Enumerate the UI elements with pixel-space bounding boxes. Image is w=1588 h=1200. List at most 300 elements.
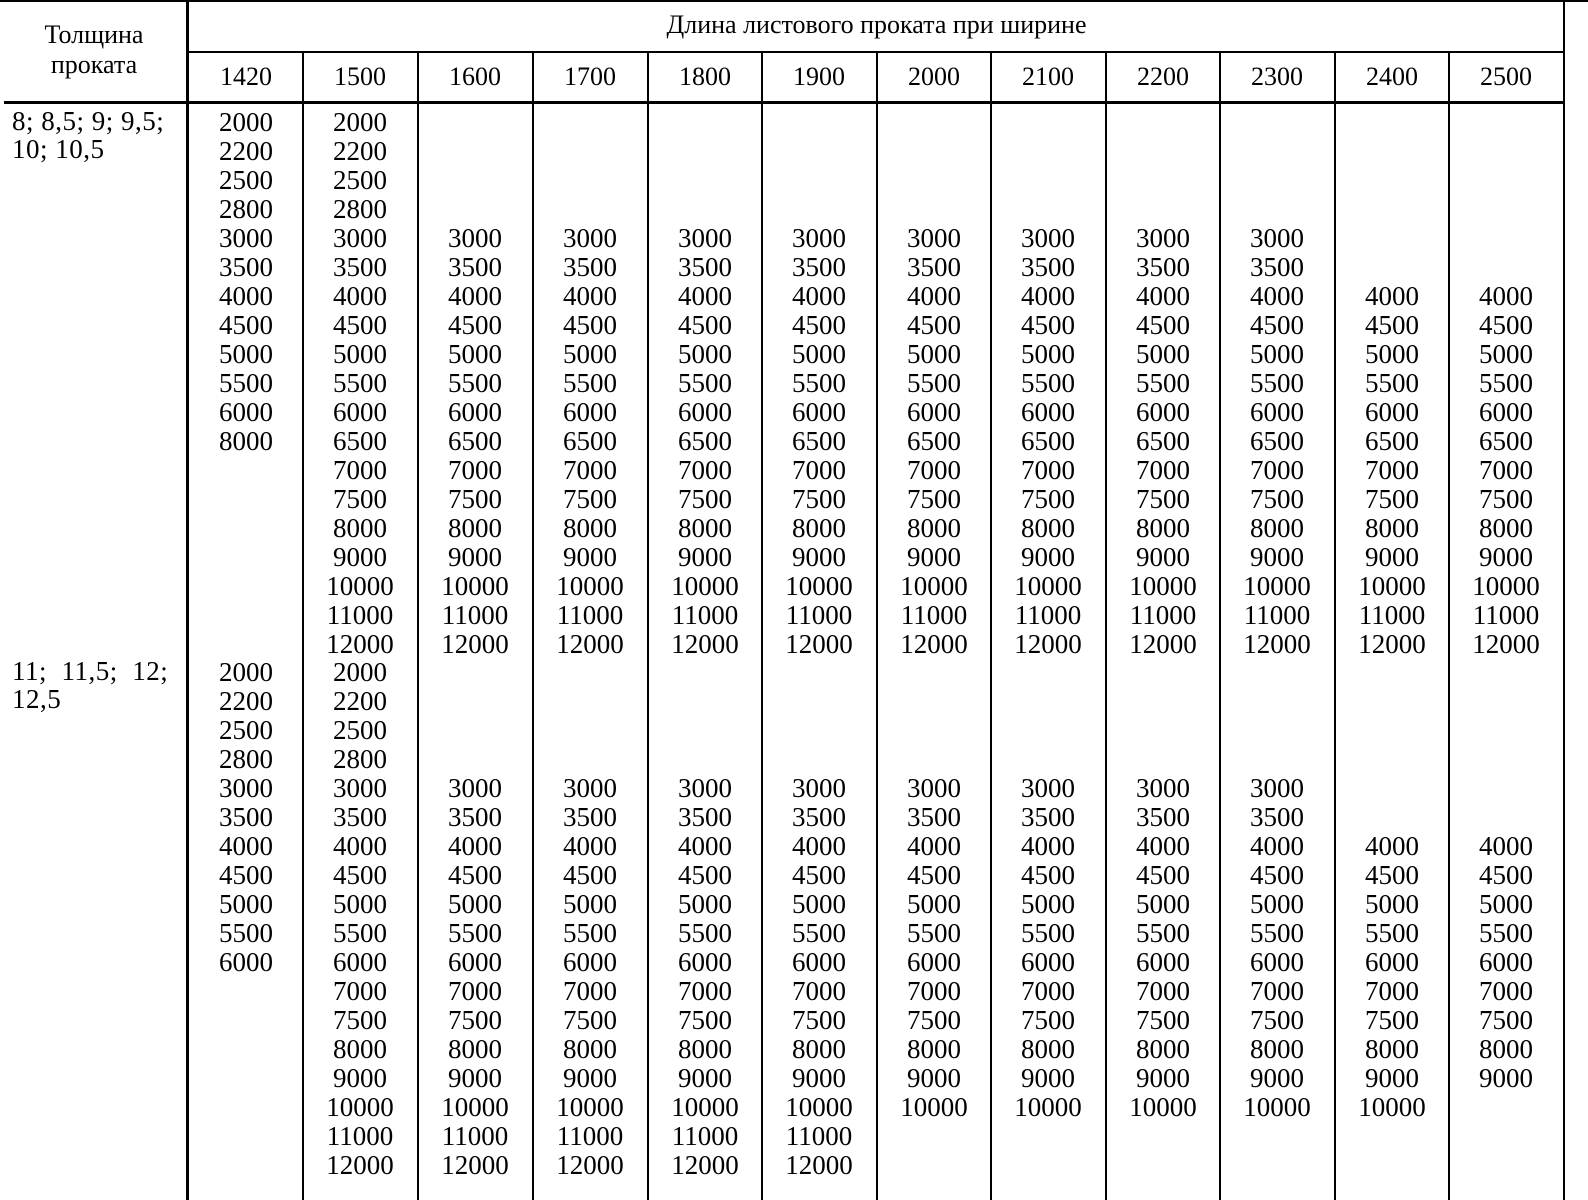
length-cell: 3500 (563, 802, 617, 832)
length-cell: 5500 (792, 368, 846, 398)
length-cell: 12000 (326, 1150, 394, 1180)
length-cell: 6500 (1250, 426, 1304, 456)
length-cell: 4500 (792, 860, 846, 890)
length-cell: 6500 (563, 426, 617, 456)
length-cell: 8000 (792, 513, 846, 543)
length-cell: 9000 (1136, 542, 1190, 572)
length-cell: 7000 (448, 455, 502, 485)
length-cell: 7000 (678, 455, 732, 485)
length-cell: 2500 (219, 715, 273, 745)
width-header-2000: 2000 (908, 62, 960, 91)
length-cell: 7000 (792, 455, 846, 485)
length-cell: 2800 (333, 744, 387, 774)
length-cell: 8000 (1021, 1034, 1075, 1064)
length-cell: 7500 (563, 484, 617, 514)
length-cell: 3500 (1136, 252, 1190, 282)
length-cell: 8000 (448, 1034, 502, 1064)
length-cell: 4000 (333, 281, 387, 311)
length-cell: 3000 (1136, 223, 1190, 253)
thickness-header-line-1: Толщина (44, 20, 144, 49)
length-cell: 10000 (1129, 1092, 1197, 1122)
length-cell: 5000 (219, 889, 273, 919)
length-cell: 10000 (671, 1092, 739, 1122)
length-cell: 4000 (1136, 831, 1190, 861)
length-cell: 12000 (1014, 629, 1082, 659)
length-cell: 4500 (448, 860, 502, 890)
length-cell: 3500 (1021, 252, 1075, 282)
length-cell: 5500 (1365, 368, 1419, 398)
length-cell: 3000 (907, 773, 961, 803)
length-cell: 4500 (219, 310, 273, 340)
length-cell: 9000 (907, 1063, 961, 1093)
header-bottom-border (4, 101, 1564, 104)
length-cell: 7500 (678, 484, 732, 514)
length-cell: 5000 (563, 339, 617, 369)
length-cell: 4500 (678, 310, 732, 340)
length-cell: 5000 (448, 339, 502, 369)
length-cell: 3000 (563, 773, 617, 803)
length-cell: 4000 (792, 831, 846, 861)
length-cell: 11000 (441, 1121, 509, 1151)
length-cell: 6500 (1479, 426, 1533, 456)
length-cell: 8000 (1365, 1034, 1419, 1064)
length-cell: 7000 (907, 455, 961, 485)
width-header-1800: 1800 (679, 62, 731, 91)
length-cell: 12000 (441, 1150, 509, 1180)
length-cell: 4000 (1365, 281, 1419, 311)
length-cell: 12000 (785, 629, 853, 659)
length-cell: 3500 (1250, 802, 1304, 832)
length-cell: 9000 (448, 1063, 502, 1093)
length-cell: 12000 (671, 1150, 739, 1180)
length-cell: 6000 (333, 397, 387, 427)
length-cell: 8000 (1250, 513, 1304, 543)
length-cell: 12000 (326, 629, 394, 659)
length-cell: 7000 (1021, 455, 1075, 485)
length-cell: 6000 (219, 397, 273, 427)
length-cell: 10000 (441, 571, 509, 601)
thickness-header (0, 20, 188, 80)
length-cell: 9000 (792, 542, 846, 572)
length-cell: 5000 (563, 889, 617, 919)
length-cell: 12000 (1472, 629, 1540, 659)
length-cell: 6000 (1021, 397, 1075, 427)
length-cell: 5000 (1021, 339, 1075, 369)
length-cell: 9000 (1365, 542, 1419, 572)
length-cell: 7500 (448, 1005, 502, 1035)
width-header-2500: 2500 (1480, 62, 1532, 91)
length-cell: 8000 (1365, 513, 1419, 543)
length-cell: 2000 (219, 657, 273, 687)
length-cell: 5000 (333, 889, 387, 919)
length-cell: 6500 (448, 426, 502, 456)
length-cell: 9000 (563, 1063, 617, 1093)
length-cell: 11000 (441, 600, 509, 630)
length-cell: 11000 (1472, 600, 1540, 630)
length-cell: 2200 (219, 686, 273, 716)
length-cell: 4500 (563, 310, 617, 340)
length-cell: 5500 (907, 918, 961, 948)
length-cell: 3000 (333, 773, 387, 803)
length-cell: 5500 (1136, 918, 1190, 948)
thickness-header-line-2: проката (50, 50, 138, 79)
length-cell: 8000 (563, 1034, 617, 1064)
length-cell: 7000 (1250, 976, 1304, 1006)
length-cell: 4000 (333, 831, 387, 861)
length-cell: 8000 (333, 513, 387, 543)
length-cell: 5000 (448, 889, 502, 919)
length-cell: 4500 (1250, 860, 1304, 890)
length-cell: 5500 (1021, 918, 1075, 948)
length-cell: 5500 (563, 918, 617, 948)
length-cell: 4500 (219, 860, 273, 890)
length-cell: 9000 (333, 1063, 387, 1093)
length-cell: 4500 (1365, 310, 1419, 340)
length-cell: 3500 (563, 252, 617, 282)
length-cell: 5000 (333, 339, 387, 369)
length-cell: 2800 (219, 194, 273, 224)
length-cell: 11000 (1129, 600, 1197, 630)
length-cell: 6000 (563, 397, 617, 427)
length-cell: 3500 (333, 252, 387, 282)
length-cell: 3000 (907, 223, 961, 253)
length-cell: 6500 (792, 426, 846, 456)
length-cell: 5000 (907, 889, 961, 919)
length-cell: 5000 (678, 339, 732, 369)
length-cell: 4500 (907, 310, 961, 340)
length-cell: 12000 (441, 629, 509, 659)
length-cell: 5000 (907, 339, 961, 369)
length-cell: 8000 (1136, 513, 1190, 543)
length-cell: 7000 (563, 455, 617, 485)
length-cell: 5500 (1250, 918, 1304, 948)
length-cell: 7500 (792, 484, 846, 514)
length-cell: 7000 (1479, 455, 1533, 485)
table-top-border (0, 0, 1588, 2)
length-cell: 11000 (671, 1121, 739, 1151)
thickness-label (12, 657, 188, 713)
length-cell: 11000 (785, 1121, 853, 1151)
length-cell: 12000 (1243, 629, 1311, 659)
length-cell: 12000 (556, 629, 624, 659)
length-cell: 9000 (1479, 542, 1533, 572)
length-cell: 7500 (563, 1005, 617, 1035)
length-cell: 8000 (792, 1034, 846, 1064)
length-cell: 7000 (1021, 976, 1075, 1006)
length-cell: 4500 (1021, 310, 1075, 340)
length-cell: 5000 (1136, 889, 1190, 919)
length-cell: 4500 (1136, 310, 1190, 340)
length-cell: 3000 (1250, 773, 1304, 803)
length-cell: 9000 (563, 542, 617, 572)
length-cell: 4000 (1250, 831, 1304, 861)
column-border (1563, 0, 1565, 1200)
thickness-label-line: 8; 8,5; 9; 9,5; (12, 106, 165, 136)
length-cell: 6000 (1365, 397, 1419, 427)
length-cell: 6500 (1021, 426, 1075, 456)
length-cell: 12000 (1129, 629, 1197, 659)
length-cell: 5500 (1136, 368, 1190, 398)
length-cell: 4000 (907, 281, 961, 311)
length-cell: 7000 (678, 976, 732, 1006)
length-cell: 10000 (900, 571, 968, 601)
length-cell: 3500 (219, 802, 273, 832)
length-cell: 8000 (678, 1034, 732, 1064)
length-cell: 3000 (1250, 223, 1304, 253)
length-cell: 3000 (1021, 223, 1075, 253)
length-cell: 8000 (563, 513, 617, 543)
length-cell: 4500 (678, 860, 732, 890)
length-cell: 8000 (678, 513, 732, 543)
length-cell: 7000 (1365, 455, 1419, 485)
length-cell: 2200 (219, 136, 273, 166)
length-cell: 3500 (448, 252, 502, 282)
length-cell: 4000 (907, 831, 961, 861)
length-cell: 11000 (671, 600, 739, 630)
length-cell: 4500 (448, 310, 502, 340)
length-cell: 6000 (792, 397, 846, 427)
length-cell: 3500 (219, 252, 273, 282)
length-cell: 7500 (792, 1005, 846, 1035)
length-cell: 9000 (333, 542, 387, 572)
length-cell: 5000 (1479, 339, 1533, 369)
length-cell: 12000 (1358, 629, 1426, 659)
length-cell: 10000 (1014, 1092, 1082, 1122)
length-cell: 7500 (333, 1005, 387, 1035)
length-cell: 8000 (907, 1034, 961, 1064)
width-header-1500: 1500 (334, 62, 386, 91)
length-cell: 5000 (1250, 889, 1304, 919)
length-cell: 8000 (1136, 1034, 1190, 1064)
length-cell: 3000 (1136, 773, 1190, 803)
length-cell: 7500 (1250, 1005, 1304, 1035)
length-cell: 5500 (907, 368, 961, 398)
thickness-label (12, 107, 188, 163)
length-cell: 7500 (907, 484, 961, 514)
length-cell: 5500 (219, 918, 273, 948)
length-cell: 3000 (219, 773, 273, 803)
thickness-label-line: 10; 10,5 (12, 134, 105, 164)
length-cell: 8000 (1479, 1034, 1533, 1064)
length-cell: 7000 (792, 976, 846, 1006)
length-cell: 4500 (333, 310, 387, 340)
length-cell: 11000 (326, 1121, 394, 1151)
length-cell: 6500 (1136, 426, 1190, 456)
length-cell: 3500 (678, 252, 732, 282)
length-cell: 3000 (1021, 773, 1075, 803)
length-header: Длина листового проката при ширине (666, 10, 1087, 39)
length-cell: 3500 (333, 802, 387, 832)
length-cell: 9000 (1250, 542, 1304, 572)
length-cell: 5500 (1250, 368, 1304, 398)
length-cell: 10000 (671, 571, 739, 601)
length-cell: 5500 (219, 368, 273, 398)
length-cell: 4500 (1250, 310, 1304, 340)
length-cell: 9000 (1250, 1063, 1304, 1093)
length-cell: 10000 (556, 1092, 624, 1122)
length-cell: 8000 (448, 513, 502, 543)
length-cell: 4000 (1365, 831, 1419, 861)
length-cell: 4000 (1021, 831, 1075, 861)
length-cell: 4000 (1136, 281, 1190, 311)
length-cell: 3000 (678, 773, 732, 803)
length-cell: 2500 (333, 715, 387, 745)
length-cell: 6500 (907, 426, 961, 456)
length-cell: 6000 (1021, 947, 1075, 977)
length-cell: 7000 (333, 455, 387, 485)
length-cell: 5000 (1365, 339, 1419, 369)
length-cell: 5500 (448, 918, 502, 948)
length-cell: 3500 (792, 802, 846, 832)
length-cell: 5000 (678, 889, 732, 919)
length-cell: 11000 (900, 600, 968, 630)
length-cell: 7000 (1136, 455, 1190, 485)
length-cell: 4500 (907, 860, 961, 890)
length-cell: 4000 (448, 831, 502, 861)
width-header-1420: 1420 (220, 62, 272, 91)
length-cell: 8000 (1479, 513, 1533, 543)
thickness-label-line: 12,5 (12, 684, 62, 714)
width-header-2100: 2100 (1022, 62, 1074, 91)
length-cell: 4500 (1365, 860, 1419, 890)
length-cell: 4000 (219, 831, 273, 861)
length-cell: 2800 (333, 194, 387, 224)
length-cell: 6000 (1479, 397, 1533, 427)
length-cell: 11000 (556, 600, 624, 630)
length-cell: 7000 (1365, 976, 1419, 1006)
length-cell: 3000 (792, 773, 846, 803)
length-cell: 5000 (1021, 889, 1075, 919)
length-cell: 5500 (678, 918, 732, 948)
width-header-1900: 1900 (793, 62, 845, 91)
length-cell: 8000 (1250, 1034, 1304, 1064)
length-cell: 9000 (907, 542, 961, 572)
length-cell: 5500 (792, 918, 846, 948)
length-cell: 6500 (1365, 426, 1419, 456)
length-cell: 4000 (563, 831, 617, 861)
length-cell: 3500 (792, 252, 846, 282)
length-cell: 10000 (1129, 571, 1197, 601)
length-cell: 10000 (1243, 1092, 1311, 1122)
length-cell: 10000 (556, 571, 624, 601)
length-cell: 9000 (1136, 1063, 1190, 1093)
length-cell: 4500 (1479, 860, 1533, 890)
length-cell: 4500 (792, 310, 846, 340)
length-cell: 4000 (678, 281, 732, 311)
length-cell: 9000 (448, 542, 502, 572)
length-cell: 7000 (1136, 976, 1190, 1006)
length-cell: 2000 (219, 107, 273, 137)
length-cell: 6500 (333, 426, 387, 456)
length-cell: 10000 (1358, 571, 1426, 601)
length-cell: 12000 (900, 629, 968, 659)
length-cell: 10000 (326, 1092, 394, 1122)
length-cell: 10000 (441, 1092, 509, 1122)
length-cell: 5500 (678, 368, 732, 398)
length-cell: 2000 (333, 107, 387, 137)
length-cell: 4000 (563, 281, 617, 311)
length-cell: 3000 (448, 773, 502, 803)
length-cell: 9000 (1021, 1063, 1075, 1093)
length-cell: 7500 (1365, 1005, 1419, 1035)
length-cell: 5000 (1136, 339, 1190, 369)
length-cell: 7500 (1479, 1005, 1533, 1035)
length-cell: 10000 (1358, 1092, 1426, 1122)
length-cell: 5000 (1250, 339, 1304, 369)
length-cell: 5500 (333, 918, 387, 948)
length-cell: 5500 (333, 368, 387, 398)
length-cell: 10000 (1472, 571, 1540, 601)
length-cell: 5500 (563, 368, 617, 398)
width-header-1600: 1600 (449, 62, 501, 91)
length-cell: 5000 (219, 339, 273, 369)
length-cell: 12000 (671, 629, 739, 659)
thickness-label-line: 11; 11,5; 12; (12, 656, 169, 686)
width-header-2300: 2300 (1251, 62, 1303, 91)
length-cell: 5000 (792, 339, 846, 369)
length-cell: 4000 (1479, 281, 1533, 311)
length-cell: 7500 (333, 484, 387, 514)
length-cell: 7000 (448, 976, 502, 1006)
length-cell: 6000 (1136, 397, 1190, 427)
length-cell: 4500 (1479, 310, 1533, 340)
length-cell: 6000 (907, 397, 961, 427)
length-cell: 3000 (678, 223, 732, 253)
length-cell: 10000 (1014, 571, 1082, 601)
length-cell: 12000 (556, 1150, 624, 1180)
length-cell: 10000 (900, 1092, 968, 1122)
length-cell: 4000 (1021, 281, 1075, 311)
length-cell: 4500 (563, 860, 617, 890)
length-cell: 5500 (1479, 918, 1533, 948)
length-cell: 7000 (1250, 455, 1304, 485)
length-cell: 7500 (1479, 484, 1533, 514)
length-cell: 5000 (792, 889, 846, 919)
length-cell: 7500 (1250, 484, 1304, 514)
length-cell: 6000 (1250, 947, 1304, 977)
length-cell: 6000 (448, 947, 502, 977)
width-header-1700: 1700 (564, 62, 616, 91)
length-cell: 7000 (333, 976, 387, 1006)
length-cell: 4500 (1136, 860, 1190, 890)
length-cell: 4500 (1021, 860, 1075, 890)
length-cell: 7500 (1021, 484, 1075, 514)
length-cell: 6000 (333, 947, 387, 977)
length-cell: 5500 (1479, 368, 1533, 398)
length-cell: 9000 (792, 1063, 846, 1093)
length-cell: 11000 (556, 1121, 624, 1151)
length-cell: 4000 (792, 281, 846, 311)
width-header-2400: 2400 (1366, 62, 1418, 91)
length-cell: 2200 (333, 686, 387, 716)
length-cell: 3500 (448, 802, 502, 832)
length-cell: 6000 (448, 397, 502, 427)
length-cell: 12000 (785, 1150, 853, 1180)
length-cell: 6000 (1479, 947, 1533, 977)
length-cell: 6000 (678, 947, 732, 977)
length-cell: 5000 (1365, 889, 1419, 919)
length-cell: 8000 (219, 426, 273, 456)
length-cell: 3000 (448, 223, 502, 253)
length-cell: 11000 (1243, 600, 1311, 630)
length-cell: 3000 (792, 223, 846, 253)
length-cell: 11000 (1358, 600, 1426, 630)
length-cell: 4000 (219, 281, 273, 311)
length-cell: 10000 (785, 1092, 853, 1122)
length-cell: 8000 (907, 513, 961, 543)
length-cell: 3500 (678, 802, 732, 832)
length-cell: 9000 (678, 1063, 732, 1093)
